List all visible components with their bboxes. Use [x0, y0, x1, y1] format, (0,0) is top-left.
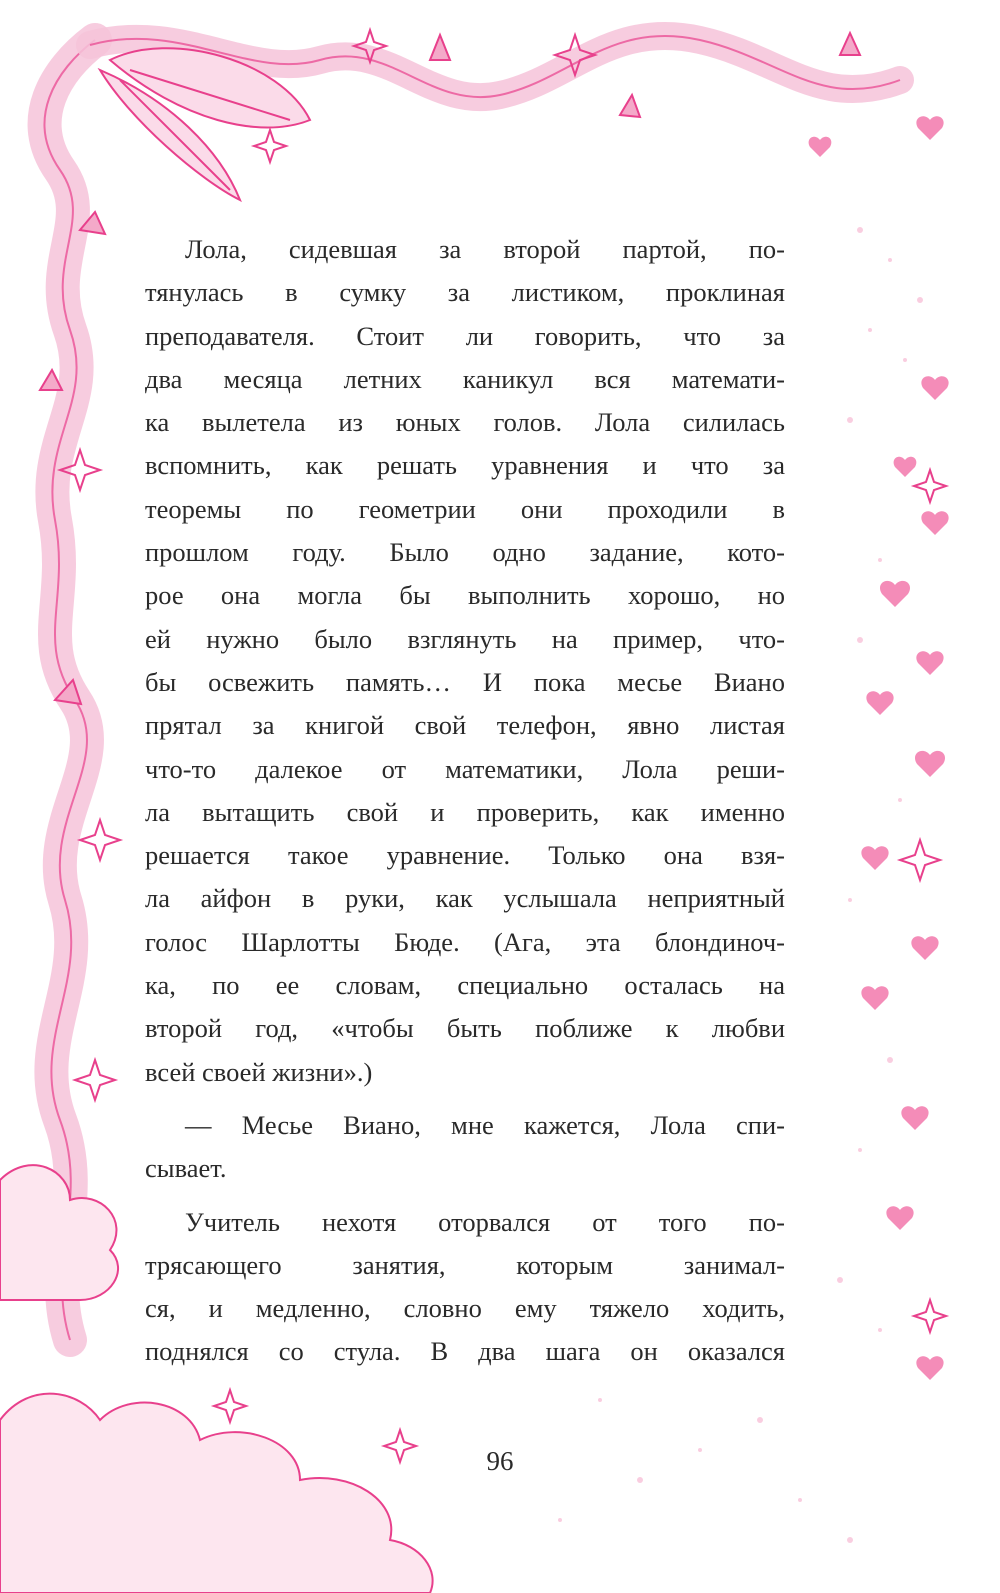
- wings-illustration: [100, 48, 310, 200]
- text-line: решается такое уравнение. Только она взя-: [145, 840, 785, 871]
- text-line: Лола, сидевшая за второй партой, по-: [185, 234, 785, 264]
- paragraph: [145, 1104, 785, 1191]
- text-line: трясающего занятия, которым занимал-: [145, 1249, 785, 1280]
- text-line: прятал за книгой свой телефон, явно листая: [145, 710, 785, 741]
- text-line: — Месье Виано, мне кажется, Лола спи-: [185, 1109, 785, 1140]
- paragraph: [145, 1201, 785, 1374]
- text-line: голос Шарлотты Бюде. (Ага, эта блондиноч-: [145, 926, 785, 957]
- text-line: всей своей жизни».): [145, 1056, 373, 1087]
- text-line: тянулась в сумку за листиком, проклиная: [145, 277, 785, 308]
- ribbon-top: [90, 36, 900, 97]
- page-number: 96: [486, 1446, 514, 1476]
- text-line: рое она могла бы выполнить хорошо, но: [145, 580, 785, 611]
- text-line: ла вытащить свой и проверить, как именно: [145, 796, 785, 827]
- text-line: поднялся со стула. В два шага он оказался: [145, 1336, 785, 1367]
- text-line: два месяца летних каникул вся математи-: [145, 363, 785, 394]
- text-line: Учитель нехотя оторвался от того по-: [185, 1206, 785, 1237]
- text-line: что-то далекое от математики, Лола реши-: [145, 753, 785, 784]
- text-line: прошлом году. Было одно задание, кото-: [145, 537, 785, 568]
- text-line: ка, по ее словам, специально осталась на: [145, 970, 785, 1001]
- text-line: ей нужно было взглянуть на пример, что-: [145, 623, 785, 654]
- text-line: вспомнить, как решать уравнения и что за: [145, 450, 785, 481]
- text-line: преподавателя. Стоит ли говорить, что за: [145, 320, 785, 351]
- heart-icons: [809, 116, 949, 1380]
- ribbon-left: [45, 40, 95, 1340]
- text-line: теоремы по геометрии они проходили в: [145, 493, 785, 524]
- text-line: бы освежить память… И пока месье Виано: [145, 666, 785, 697]
- text-line: ка вылетела из юных голов. Лола силилась: [145, 407, 785, 438]
- text-line: ся, и медленно, словно ему тяжело ходить,: [145, 1293, 785, 1324]
- text-line: второй год, «чтобы быть поближе к любви: [145, 1013, 785, 1044]
- paragraph: [145, 228, 785, 1094]
- text-line: сывает.: [145, 1153, 227, 1184]
- page-text: [145, 228, 785, 1374]
- text-line: ла айфон в руки, как услышала неприятный: [145, 883, 785, 914]
